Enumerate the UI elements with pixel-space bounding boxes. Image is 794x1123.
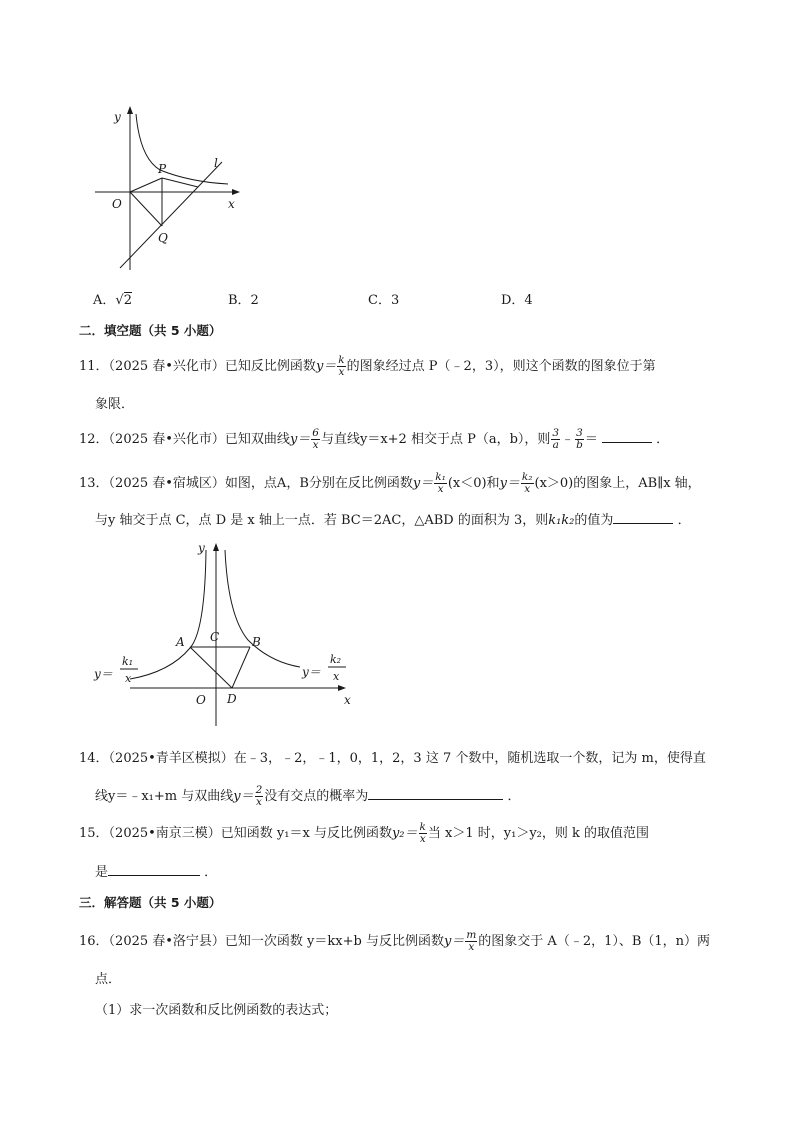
fig2-left-num: k₁ bbox=[122, 655, 134, 668]
q12-equals: ＝ bbox=[584, 432, 598, 447]
q11-line1 bbox=[79, 355, 656, 378]
q14-end: ． bbox=[507, 789, 521, 804]
fig2-left-den: x bbox=[125, 672, 132, 685]
q12-end: ． bbox=[656, 432, 670, 447]
q12-f2-den: b bbox=[576, 439, 583, 451]
q13-cond2: (x＞0)的图象上，AB∥x 轴， bbox=[534, 476, 701, 491]
q12-f2-num: 3 bbox=[576, 427, 583, 439]
fig1-segment-op bbox=[130, 178, 162, 192]
fig2-label-x: x bbox=[344, 693, 351, 707]
option-a-label: A． bbox=[93, 293, 116, 308]
q15-answer-blank[interactable] bbox=[108, 863, 200, 876]
q15-line2-text: 是 bbox=[95, 865, 109, 880]
q14-pre2: 线y＝﹣x₁+m 与双曲线 bbox=[95, 789, 234, 804]
q11-num: k bbox=[338, 354, 345, 366]
sqrt-sign: √ bbox=[115, 293, 124, 308]
figure-1 bbox=[90, 100, 250, 275]
q14-line2 bbox=[95, 785, 520, 808]
q12-fraction bbox=[311, 428, 320, 451]
q13-cond1: (x＜0)和 bbox=[447, 476, 500, 491]
q13-pre: 13．（2025 春•宿城区）如图，点A，B分别在反比例函数 bbox=[79, 476, 413, 491]
q16-pre: 16．（2025 春•洛宁县）已知一次函数 y＝kx+b 与反比例函数 bbox=[79, 934, 444, 949]
fig2-right-hyperbola bbox=[225, 550, 300, 667]
fig2-label-y: y bbox=[198, 541, 205, 555]
q13-den2: x bbox=[524, 483, 531, 495]
q16-eq: y＝ bbox=[443, 934, 465, 949]
fig2-y-arrow bbox=[213, 543, 219, 551]
q16-den: x bbox=[468, 941, 475, 953]
fig1-label-o: O bbox=[112, 197, 122, 211]
q12-num: 6 bbox=[312, 427, 319, 439]
q16-line2: 点． bbox=[95, 972, 122, 987]
q15-pre: 15．（2025•南京三模）已知函数 y₁＝x 与反比例函数 bbox=[79, 826, 392, 841]
q14-den: x bbox=[255, 796, 262, 808]
q12-pre: 12．（2025 春•兴化市）已知双曲线 bbox=[79, 432, 290, 447]
q12-minus: ﹣ bbox=[561, 432, 575, 447]
q15-end: ． bbox=[204, 865, 218, 880]
fig2-segment-ad bbox=[190, 647, 232, 688]
option-d: D．4 bbox=[501, 293, 533, 308]
q13-eq2: y＝ bbox=[499, 476, 520, 491]
fig1-label-l: l bbox=[214, 156, 218, 170]
q12-answer-blank[interactable] bbox=[602, 430, 652, 443]
q15-line2 bbox=[95, 861, 217, 880]
fig1-x-arrow bbox=[232, 189, 240, 195]
q12-den: x bbox=[312, 439, 319, 451]
fig2-left-hyperbola bbox=[130, 550, 206, 679]
fig2-segment-bd bbox=[232, 647, 250, 688]
q16-num: m bbox=[466, 929, 477, 941]
section-3-heading: 三．解答题（共 5 小题） bbox=[79, 895, 222, 910]
q14-num: 2 bbox=[255, 784, 263, 796]
section-2-heading: 二．填空题（共 5 小题） bbox=[79, 323, 222, 338]
q11-den: x bbox=[338, 366, 345, 378]
q16-line1 bbox=[79, 930, 710, 953]
q14-post2: 没有交点的概率为 bbox=[264, 789, 369, 804]
fig1-line-l bbox=[120, 162, 222, 268]
q11-post: 的图象经过点 P（﹣2，3），则这个函数的图象位于第 bbox=[346, 359, 656, 374]
fig2-right-den: x bbox=[333, 670, 340, 683]
option-c: C．3 bbox=[368, 293, 400, 308]
q16-post: 的图象交于 A（﹣2，1）、B（1，n）两 bbox=[478, 934, 711, 949]
q11-eq: y＝ bbox=[315, 359, 337, 374]
q13-line2-text: 与y 轴交于点 C，点 D 是 x 轴上一点．若 BC＝2AC，△ABD 的面积为 3，则 bbox=[95, 513, 549, 528]
q12-eq: y＝ bbox=[289, 432, 311, 447]
q13-line2 bbox=[95, 509, 691, 528]
q15-den: x bbox=[419, 833, 426, 845]
q13-line2-end: 的值为 bbox=[574, 513, 614, 528]
q15-fraction bbox=[419, 822, 427, 845]
q13-line1 bbox=[79, 472, 701, 495]
q14-fraction bbox=[255, 785, 264, 808]
q15-eq: y₂＝ bbox=[391, 826, 418, 841]
q13-answer-blank[interactable] bbox=[613, 511, 673, 524]
q12-fraction-a bbox=[551, 428, 560, 451]
fig2-left-eq: y＝ bbox=[94, 667, 113, 681]
fig2-right-num: k₂ bbox=[330, 653, 342, 666]
q13-end: ． bbox=[677, 513, 691, 528]
q16-sub1: （1）求一次函数和反比例函数的表达式； bbox=[95, 1003, 338, 1018]
fig2-right-eq: y＝ bbox=[302, 665, 321, 679]
q13-fraction-1 bbox=[434, 472, 447, 495]
q13-eq1: y＝ bbox=[412, 476, 434, 491]
fig2-label-o: O bbox=[196, 693, 206, 707]
q14-answer-blank[interactable] bbox=[368, 787, 503, 800]
q15-post: 当 x＞1 时，y₁＞y₂，则 k 的取值范围 bbox=[427, 826, 650, 841]
fig1-y-arrow bbox=[127, 106, 133, 114]
q16-fraction bbox=[465, 930, 477, 953]
q12-fraction-b bbox=[575, 428, 584, 451]
option-a bbox=[93, 289, 132, 308]
q14-line1: 14．（2025•青羊区模拟）在﹣3，﹣2，﹣1，0，1，2，3 这 7 个数中，随机选取一个数，记为 m，使得直 bbox=[79, 751, 706, 766]
fig2-label-a: A bbox=[176, 635, 185, 649]
fig1-segment-oq bbox=[130, 192, 162, 226]
q13-ans-expr: k₁k₂ bbox=[548, 513, 575, 528]
figure-2 bbox=[90, 536, 365, 731]
q12-f1-num: 3 bbox=[552, 427, 560, 439]
option-b: B．2 bbox=[228, 293, 259, 308]
q13-fraction-2 bbox=[521, 472, 534, 495]
q11-line2: 象限． bbox=[95, 397, 135, 412]
q14-eq: y＝ bbox=[233, 789, 254, 804]
fig1-label-p: P bbox=[158, 162, 167, 176]
q11-pre: 11．（2025 春•兴化市）已知反比例函数 bbox=[79, 359, 316, 374]
q15-num: k bbox=[419, 821, 426, 833]
q13-den1: x bbox=[437, 483, 444, 495]
fig2-x-arrow bbox=[338, 685, 346, 691]
fig1-label-q: Q bbox=[158, 231, 168, 245]
q11-fraction bbox=[337, 355, 345, 378]
fig2-label-b: B bbox=[252, 635, 261, 649]
option-a-value: 2 bbox=[123, 293, 132, 308]
q13-num1: k₁ bbox=[435, 471, 446, 483]
fig1-label-y: y bbox=[114, 110, 121, 124]
fig1-label-x: x bbox=[228, 197, 235, 211]
q13-num2: k₂ bbox=[521, 471, 533, 483]
q15-line1 bbox=[79, 822, 649, 845]
q12-mid: 与直线y＝x+2 相交于点 P（a，b），则 bbox=[320, 432, 551, 447]
fig2-label-c: C bbox=[210, 630, 220, 644]
q12-line bbox=[79, 428, 669, 451]
fig1-hyperbola bbox=[136, 114, 228, 184]
fig2-label-d: D bbox=[227, 692, 237, 706]
q12-f1-den: a bbox=[552, 439, 559, 451]
